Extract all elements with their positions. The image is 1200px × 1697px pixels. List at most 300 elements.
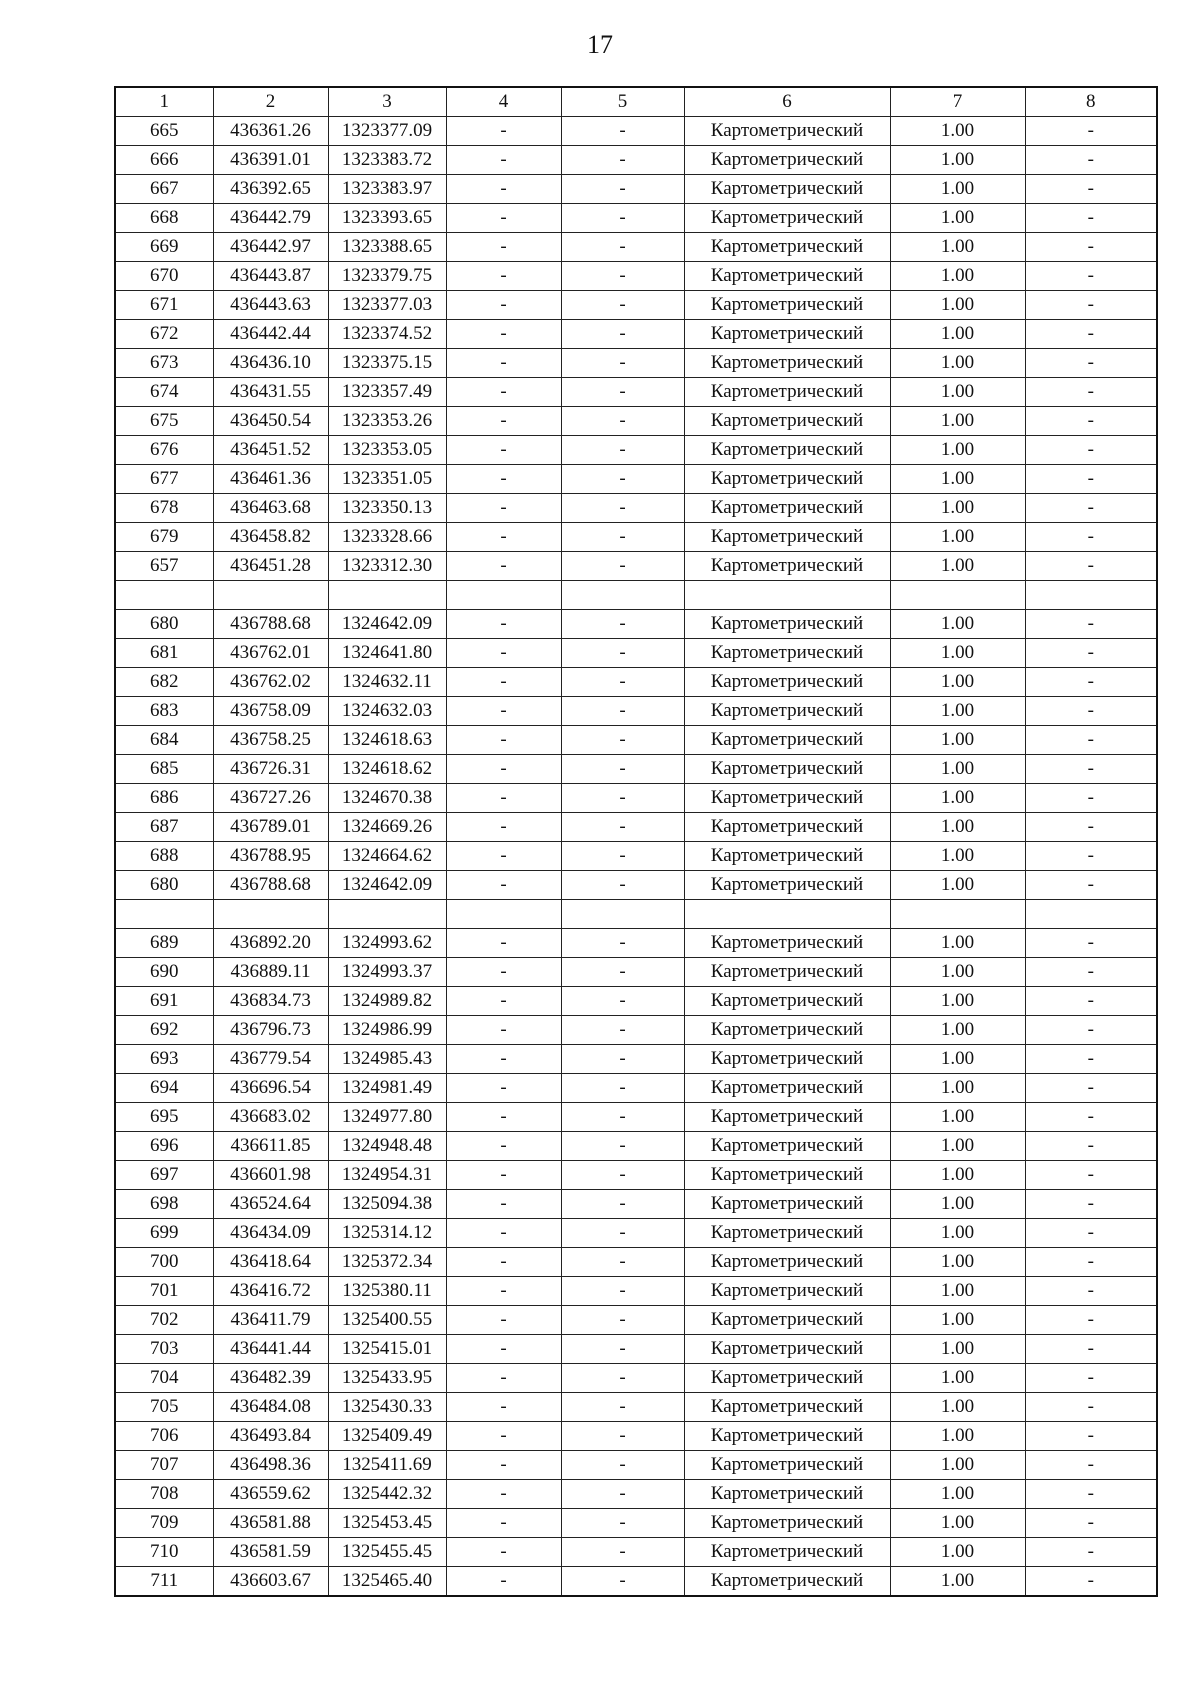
table-cell: 1325415.01 — [328, 1335, 446, 1364]
table-row — [115, 1364, 1157, 1393]
table-cell: 1323357.49 — [328, 378, 446, 407]
table-cell: Картометрический — [684, 436, 890, 465]
table-cell: 436463.68 — [213, 494, 328, 523]
table-cell: - — [1025, 378, 1157, 407]
table-cell: 1.00 — [890, 146, 1025, 175]
table-cell: 1325380.11 — [328, 1277, 446, 1306]
table-cell: - — [1025, 1509, 1157, 1538]
table-cell: Картометрический — [684, 871, 890, 900]
column-header: 8 — [1025, 87, 1157, 117]
table-cell: 699 — [115, 1219, 213, 1248]
table-cell: 1325455.45 — [328, 1538, 446, 1567]
table-cell: - — [1025, 1422, 1157, 1451]
table-cell: - — [446, 552, 561, 581]
table-cell — [890, 900, 1025, 929]
table-cell: 1324618.63 — [328, 726, 446, 755]
table-cell: - — [561, 1480, 684, 1509]
table-cell: 1.00 — [890, 1161, 1025, 1190]
table-cell: 1.00 — [890, 1509, 1025, 1538]
table-cell: 704 — [115, 1364, 213, 1393]
table-cell: - — [446, 784, 561, 813]
table-cell: Картометрический — [684, 349, 890, 378]
table-cell: 436524.64 — [213, 1190, 328, 1219]
table-cell: - — [446, 1567, 561, 1597]
table-row — [115, 1190, 1157, 1219]
table-cell: 691 — [115, 987, 213, 1016]
table-cell: 436442.44 — [213, 320, 328, 349]
table-cell: - — [561, 610, 684, 639]
table-row — [115, 929, 1157, 958]
table-row — [115, 1219, 1157, 1248]
table-cell: 436796.73 — [213, 1016, 328, 1045]
table-cell: 1.00 — [890, 175, 1025, 204]
table-cell: 1.00 — [890, 465, 1025, 494]
table-cell: Картометрический — [684, 1016, 890, 1045]
table-cell: 1.00 — [890, 233, 1025, 262]
table-cell: 706 — [115, 1422, 213, 1451]
table-cell: 436436.10 — [213, 349, 328, 378]
table-cell: 1.00 — [890, 1045, 1025, 1074]
table-cell: - — [446, 1364, 561, 1393]
table-cell: 1324618.62 — [328, 755, 446, 784]
table-cell: 673 — [115, 349, 213, 378]
table-cell: 674 — [115, 378, 213, 407]
table-cell: 698 — [115, 1190, 213, 1219]
table-row — [115, 668, 1157, 697]
table-cell: - — [561, 262, 684, 291]
table-cell: 1.00 — [890, 1277, 1025, 1306]
table-cell: Картометрический — [684, 842, 890, 871]
table-cell: Картометрический — [684, 1509, 890, 1538]
table-cell: 436451.52 — [213, 436, 328, 465]
table-row — [115, 697, 1157, 726]
table-cell: 1325411.69 — [328, 1451, 446, 1480]
table-cell: - — [1025, 175, 1157, 204]
table-cell: 707 — [115, 1451, 213, 1480]
table-cell: Картометрический — [684, 1451, 890, 1480]
table-cell: Картометрический — [684, 639, 890, 668]
table-cell: Картометрический — [684, 1219, 890, 1248]
table-row — [115, 1393, 1157, 1422]
table-row — [115, 987, 1157, 1016]
table-cell: - — [1025, 1538, 1157, 1567]
table-cell: 1324986.99 — [328, 1016, 446, 1045]
table-cell: - — [561, 436, 684, 465]
table-cell: - — [446, 871, 561, 900]
table-row — [115, 1335, 1157, 1364]
table-cell: - — [561, 726, 684, 755]
table-cell: - — [561, 146, 684, 175]
table-cell: 684 — [115, 726, 213, 755]
table-cell: - — [446, 639, 561, 668]
table-cell: - — [446, 349, 561, 378]
table-cell: 436482.39 — [213, 1364, 328, 1393]
table-row — [115, 378, 1157, 407]
table-cell — [115, 581, 213, 610]
table-cell: 687 — [115, 813, 213, 842]
table-cell: 694 — [115, 1074, 213, 1103]
table-cell — [890, 581, 1025, 610]
table-row — [115, 1132, 1157, 1161]
table-cell: 1.00 — [890, 1567, 1025, 1597]
table-cell: - — [1025, 1335, 1157, 1364]
table-cell: 1324642.09 — [328, 610, 446, 639]
table-cell: 1.00 — [890, 1248, 1025, 1277]
table-cell: - — [446, 320, 561, 349]
table-cell: 1.00 — [890, 552, 1025, 581]
table-cell: - — [446, 958, 561, 987]
table-cell: - — [1025, 1074, 1157, 1103]
table-cell: 436758.25 — [213, 726, 328, 755]
table-cell: - — [1025, 146, 1157, 175]
table-cell: - — [1025, 1480, 1157, 1509]
table-cell: 1.00 — [890, 784, 1025, 813]
table-cell: - — [446, 1219, 561, 1248]
column-header: 3 — [328, 87, 446, 117]
table-cell: 705 — [115, 1393, 213, 1422]
table-cell: - — [1025, 784, 1157, 813]
table-cell: 657 — [115, 552, 213, 581]
table-cell: - — [1025, 813, 1157, 842]
table-cell: - — [446, 233, 561, 262]
table-cell: - — [561, 1161, 684, 1190]
table-cell — [328, 581, 446, 610]
table-cell: 1324664.62 — [328, 842, 446, 871]
table-row — [115, 1161, 1157, 1190]
table-cell: 1.00 — [890, 1335, 1025, 1364]
table-cell: 436581.88 — [213, 1509, 328, 1538]
table-row — [115, 871, 1157, 900]
table-cell: 1.00 — [890, 697, 1025, 726]
table-cell: - — [1025, 436, 1157, 465]
table-cell: - — [561, 842, 684, 871]
table-cell: 1324993.62 — [328, 929, 446, 958]
table-cell: 1324981.49 — [328, 1074, 446, 1103]
table-cell: 672 — [115, 320, 213, 349]
table-row — [115, 204, 1157, 233]
table-cell: - — [446, 378, 561, 407]
table-cell: 1323377.03 — [328, 291, 446, 320]
table-cell: - — [446, 175, 561, 204]
table-cell: 1323328.66 — [328, 523, 446, 552]
table-cell: 695 — [115, 1103, 213, 1132]
table-cell — [213, 900, 328, 929]
table-cell: 436461.36 — [213, 465, 328, 494]
table-cell: 436493.84 — [213, 1422, 328, 1451]
table-cell — [684, 900, 890, 929]
column-header: 4 — [446, 87, 561, 117]
table-cell: 701 — [115, 1277, 213, 1306]
table-cell: - — [446, 929, 561, 958]
table-row — [115, 552, 1157, 581]
table-cell: 686 — [115, 784, 213, 813]
table-cell: - — [1025, 639, 1157, 668]
table-cell: Картометрический — [684, 610, 890, 639]
table-cell: - — [1025, 842, 1157, 871]
table-row — [115, 1480, 1157, 1509]
table-cell: - — [561, 204, 684, 233]
table-cell: - — [1025, 987, 1157, 1016]
table-cell: - — [561, 1364, 684, 1393]
table-row — [115, 436, 1157, 465]
table-cell: 1325433.95 — [328, 1364, 446, 1393]
table-cell: 436611.85 — [213, 1132, 328, 1161]
table-row — [115, 1509, 1157, 1538]
table-cell: - — [1025, 697, 1157, 726]
table-cell: - — [1025, 1393, 1157, 1422]
table-cell — [328, 900, 446, 929]
table-cell: Картометрический — [684, 987, 890, 1016]
table-cell: - — [446, 1538, 561, 1567]
table-cell: - — [446, 291, 561, 320]
table-cell: 1325442.32 — [328, 1480, 446, 1509]
table-cell: 700 — [115, 1248, 213, 1277]
table-cell: 436788.68 — [213, 610, 328, 639]
table-cell: Картометрический — [684, 1306, 890, 1335]
table-cell: Картометрический — [684, 407, 890, 436]
table-cell: - — [561, 1045, 684, 1074]
table-cell: Картометрический — [684, 378, 890, 407]
table-cell: 667 — [115, 175, 213, 204]
table-cell: - — [561, 871, 684, 900]
table-cell: 1.00 — [890, 1016, 1025, 1045]
table-cell: 1.00 — [890, 1393, 1025, 1422]
table-cell: - — [446, 1103, 561, 1132]
table-cell: - — [1025, 204, 1157, 233]
table-cell: Картометрический — [684, 1335, 890, 1364]
table-cell: - — [561, 697, 684, 726]
table-cell: 683 — [115, 697, 213, 726]
table-cell: 1.00 — [890, 1219, 1025, 1248]
table-cell: 1325453.45 — [328, 1509, 446, 1538]
table-cell: - — [1025, 1190, 1157, 1219]
table-separator-row — [115, 581, 1157, 610]
table-cell: 1.00 — [890, 262, 1025, 291]
table-cell: 666 — [115, 146, 213, 175]
table-cell: 1324977.80 — [328, 1103, 446, 1132]
table-cell: 436762.02 — [213, 668, 328, 697]
table-cell — [446, 581, 561, 610]
table-cell: - — [1025, 465, 1157, 494]
table-cell: 436450.54 — [213, 407, 328, 436]
table-cell — [1025, 581, 1157, 610]
table-row — [115, 610, 1157, 639]
table-cell: Картометрический — [684, 1248, 890, 1277]
table-cell: - — [446, 407, 561, 436]
table-cell: 1.00 — [890, 1538, 1025, 1567]
table-cell: 1325430.33 — [328, 1393, 446, 1422]
table-cell: 689 — [115, 929, 213, 958]
table-cell: Картометрический — [684, 552, 890, 581]
table-cell: - — [561, 1422, 684, 1451]
table-cell: 436788.68 — [213, 871, 328, 900]
table-cell: Картометрический — [684, 262, 890, 291]
table-cell: 1.00 — [890, 407, 1025, 436]
table-row — [115, 291, 1157, 320]
table-cell: 1.00 — [890, 378, 1025, 407]
table-cell: 436581.59 — [213, 1538, 328, 1567]
table-cell: - — [1025, 1364, 1157, 1393]
table-cell: - — [446, 726, 561, 755]
table-cell: 702 — [115, 1306, 213, 1335]
table-cell: - — [1025, 1567, 1157, 1597]
table-cell: 1325409.49 — [328, 1422, 446, 1451]
table-cell: 710 — [115, 1538, 213, 1567]
table-cell: - — [561, 175, 684, 204]
table-cell: - — [561, 1306, 684, 1335]
table-cell: 1.00 — [890, 755, 1025, 784]
table-cell: 1325372.34 — [328, 1248, 446, 1277]
table-cell: - — [561, 1103, 684, 1132]
table-cell: - — [561, 639, 684, 668]
table-cell: 436391.01 — [213, 146, 328, 175]
table-cell: - — [1025, 117, 1157, 146]
table-cell: 1323379.75 — [328, 262, 446, 291]
table-cell: Картометрический — [684, 465, 890, 494]
table-cell: 671 — [115, 291, 213, 320]
table-row — [115, 146, 1157, 175]
table-cell: - — [446, 1277, 561, 1306]
table-cell: Картометрический — [684, 813, 890, 842]
table-cell: - — [561, 1132, 684, 1161]
table-cell: - — [561, 1393, 684, 1422]
table-row — [115, 1306, 1157, 1335]
table-cell: - — [1025, 1132, 1157, 1161]
table-cell: Картометрический — [684, 958, 890, 987]
table-cell: 1.00 — [890, 1422, 1025, 1451]
table-cell: 675 — [115, 407, 213, 436]
table-cell: 436559.62 — [213, 1480, 328, 1509]
table-cell: 678 — [115, 494, 213, 523]
table-cell: 1323377.09 — [328, 117, 446, 146]
table-cell: - — [446, 1190, 561, 1219]
table-cell: 697 — [115, 1161, 213, 1190]
table-cell: 1.00 — [890, 204, 1025, 233]
table-cell: 1324993.37 — [328, 958, 446, 987]
table-cell: 680 — [115, 871, 213, 900]
table-cell: 1323312.30 — [328, 552, 446, 581]
table-cell: - — [561, 958, 684, 987]
table-row — [115, 726, 1157, 755]
table-cell: 668 — [115, 204, 213, 233]
column-header: 5 — [561, 87, 684, 117]
table-cell: 688 — [115, 842, 213, 871]
table-cell: - — [446, 436, 561, 465]
table-cell: 1323353.26 — [328, 407, 446, 436]
table-cell: 681 — [115, 639, 213, 668]
table-cell: 1323374.52 — [328, 320, 446, 349]
table-cell: 1.00 — [890, 349, 1025, 378]
table-cell: Картометрический — [684, 726, 890, 755]
table-cell: 436779.54 — [213, 1045, 328, 1074]
table-cell: 1.00 — [890, 117, 1025, 146]
table-cell: 1324642.09 — [328, 871, 446, 900]
table-cell: - — [1025, 233, 1157, 262]
table-cell — [561, 581, 684, 610]
table-row — [115, 1538, 1157, 1567]
table-cell: 1.00 — [890, 610, 1025, 639]
table-cell: 436758.09 — [213, 697, 328, 726]
table-cell: Картометрический — [684, 1538, 890, 1567]
table-cell: - — [561, 1335, 684, 1364]
table-cell: - — [561, 552, 684, 581]
table-cell: 679 — [115, 523, 213, 552]
table-cell: - — [561, 755, 684, 784]
table-cell: 1.00 — [890, 1074, 1025, 1103]
table-cell: - — [561, 291, 684, 320]
table-cell: Картометрический — [684, 1074, 890, 1103]
table-cell: 1324989.82 — [328, 987, 446, 1016]
table-cell: - — [446, 1422, 561, 1451]
table-cell: - — [561, 494, 684, 523]
table-cell: 1324669.26 — [328, 813, 446, 842]
table-cell: - — [561, 929, 684, 958]
table-cell: - — [446, 813, 561, 842]
table-row — [115, 1422, 1157, 1451]
table-cell: - — [561, 1190, 684, 1219]
table-cell: 676 — [115, 436, 213, 465]
table-cell: 436683.02 — [213, 1103, 328, 1132]
table-cell: 708 — [115, 1480, 213, 1509]
table-row — [115, 639, 1157, 668]
table-cell: - — [446, 204, 561, 233]
table-cell: 1.00 — [890, 987, 1025, 1016]
table-row — [115, 813, 1157, 842]
table-cell: - — [1025, 726, 1157, 755]
table-cell: - — [561, 1219, 684, 1248]
table-cell: - — [1025, 1016, 1157, 1045]
table-cell: Картометрический — [684, 1364, 890, 1393]
table-row — [115, 784, 1157, 813]
table-cell: - — [446, 1132, 561, 1161]
table-cell: 436788.95 — [213, 842, 328, 871]
table-row — [115, 842, 1157, 871]
table-cell: 436434.09 — [213, 1219, 328, 1248]
table-cell: - — [561, 523, 684, 552]
table-cell: Картометрический — [684, 929, 890, 958]
table-cell: 436443.63 — [213, 291, 328, 320]
table-cell: - — [1025, 1451, 1157, 1480]
table-cell: - — [561, 813, 684, 842]
table-cell: - — [561, 1567, 684, 1597]
table-cell: 1324985.43 — [328, 1045, 446, 1074]
table-body — [115, 117, 1157, 1597]
table-cell — [115, 900, 213, 929]
table-cell — [1025, 900, 1157, 929]
table-cell: 1324632.11 — [328, 668, 446, 697]
table-cell: 1.00 — [890, 1103, 1025, 1132]
table-cell: - — [446, 1393, 561, 1422]
column-header: 2 — [213, 87, 328, 117]
table-cell: Картометрический — [684, 1132, 890, 1161]
table-cell: - — [446, 1248, 561, 1277]
table-cell — [446, 900, 561, 929]
table-row — [115, 117, 1157, 146]
table-cell: Картометрический — [684, 523, 890, 552]
table-cell: - — [446, 1074, 561, 1103]
table-cell: - — [1025, 1306, 1157, 1335]
table-cell: Картометрический — [684, 1277, 890, 1306]
table-cell: Картометрический — [684, 668, 890, 697]
table-cell: 1323375.15 — [328, 349, 446, 378]
table-row — [115, 407, 1157, 436]
table-cell: - — [561, 233, 684, 262]
table-cell: 1.00 — [890, 1364, 1025, 1393]
table-cell: - — [1025, 610, 1157, 639]
table-cell: 670 — [115, 262, 213, 291]
table-cell: - — [1025, 1161, 1157, 1190]
table-cell: - — [1025, 1103, 1157, 1132]
